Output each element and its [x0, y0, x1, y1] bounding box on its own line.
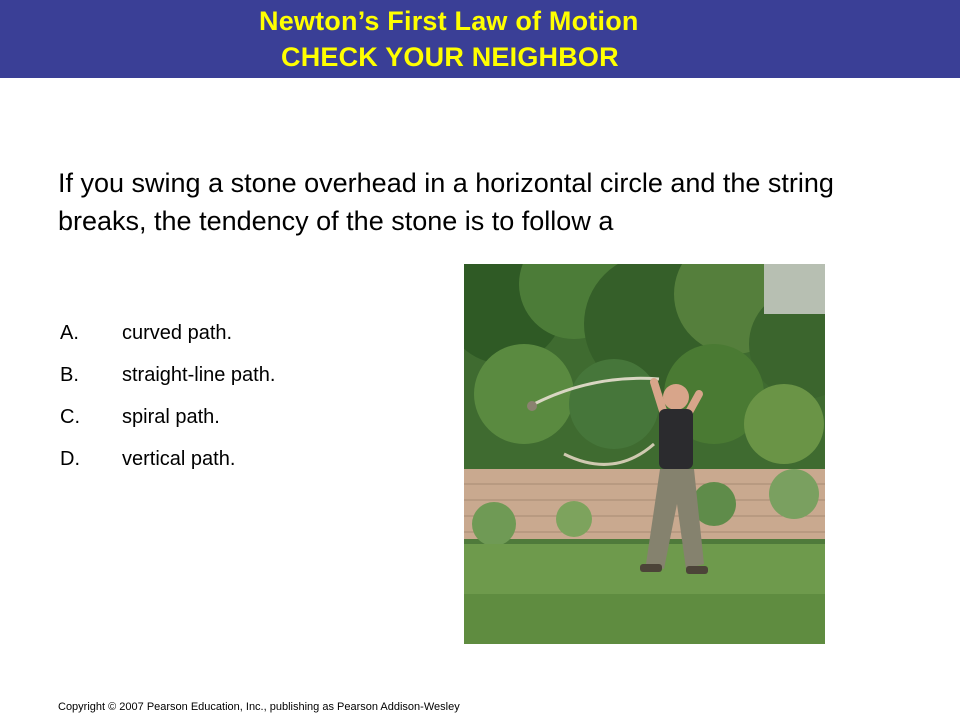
slide-subtitle: CHECK YOUR NEIGHBOR — [281, 42, 619, 72]
title-bar — [0, 0, 960, 78]
answer-options — [60, 312, 275, 480]
option-letter: A. — [60, 321, 79, 344]
option-letter: C. — [60, 405, 80, 428]
question-text: If you swing a stone overhead in a horizontal circle and the string breaks, the tendency of the stone is to follow a — [58, 168, 834, 236]
option-text: straight-line path. — [122, 363, 276, 386]
option-d — [60, 438, 275, 480]
option-text: curved path. — [122, 321, 233, 344]
option-text: spiral path. — [122, 405, 220, 428]
option-text: vertical path. — [122, 447, 236, 470]
option-c — [60, 396, 275, 438]
option-letter: B. — [60, 363, 79, 386]
slide-title: Newton’s First Law of Motion — [259, 6, 639, 36]
garden-photo-illustration — [464, 264, 825, 644]
garden-photo — [464, 264, 825, 644]
option-b — [60, 354, 275, 396]
option-letter: D. — [60, 447, 80, 470]
copyright-notice: Copyright © 2007 Pearson Education, Inc., publishing as Pearson Addison-Wesley — [58, 701, 460, 713]
option-a — [60, 312, 275, 354]
